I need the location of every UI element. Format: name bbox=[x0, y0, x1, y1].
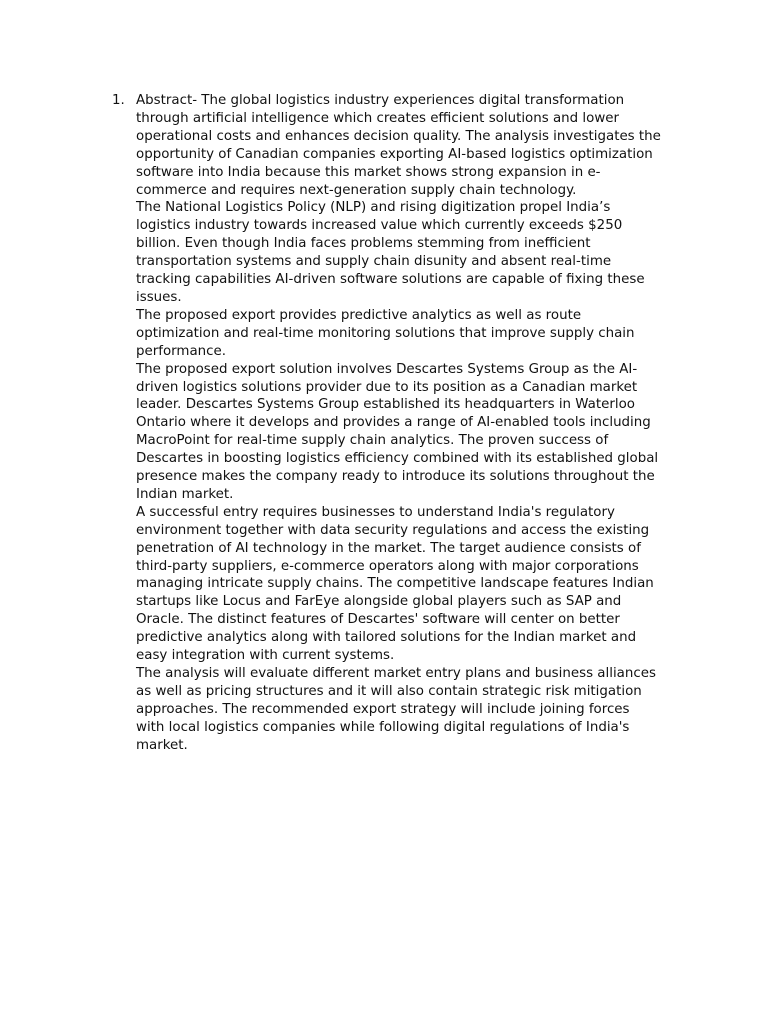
numbered-list bbox=[112, 92, 682, 755]
body-paragraph: The proposed export solution involves Descartes Systems Group as the AI- driven logistics solutions provider due to its position as a Canadian market leader. Descartes Systems Group established its headquarters in Waterloo Ontario where it develops and provides a range of AI-enabled tools including MacroPoint for real-time supply chain analytics. The proven success of Descartes in boosting logistics efficiency combined with its established global presence makes the company ready to introduce its solutions throughout the Indian market. bbox=[136, 361, 659, 502]
abstract-paragraph: Abstract- The global logistics industry experiences digital transformation through artificial intelligence which creates efficient solutions and lower operational costs and enhances decision quality. The analysis investigates the opportunity of Canadian companies exporting AI-based logistics optimization software into India because this market shows strong expansion in e- commerce and requires next-generation supply chain technology. bbox=[136, 93, 661, 198]
list-number: 1. bbox=[112, 93, 125, 108]
body-paragraph: The analysis will evaluate different market entry plans and business alliances as well as pricing structures and it will also contain strategic risk mitigation approaches. The recommended export strategy will include joining forces with local logistics companies while following digital regulations of India's market. bbox=[136, 666, 656, 753]
abstract-body bbox=[136, 92, 682, 755]
body-paragraph: The proposed export provides predictive analytics as well as route optimization and real-time monitoring solutions that improve supply chain performance. bbox=[136, 307, 635, 359]
body-paragraph: The National Logistics Policy (NLP) and rising digitization propel India’s logistics industry towards increased value which currently exceeds $250 billion. Even though India faces problems stemming from inefficient transportation systems and supply chain disunity and absent real-time tracking capabilities AI-driven software solutions are capable of fixing these issues. bbox=[136, 200, 645, 305]
body-paragraph: A successful entry requires businesses to understand India's regulatory environment together with data security regulations and access the existing penetration of AI technology in the market. The target audience consists of third-party suppliers, e-commerce operators along with major corporations managing intricate supply chains. The competitive landscape features Indian startups like Locus and FarEye alongside global players such as SAP and Oracle. The distinct features of Descartes' software will center on better predictive analytics along with tailored solutions for the Indian market and easy integration with current systems. bbox=[136, 504, 654, 664]
list-item bbox=[112, 92, 682, 755]
